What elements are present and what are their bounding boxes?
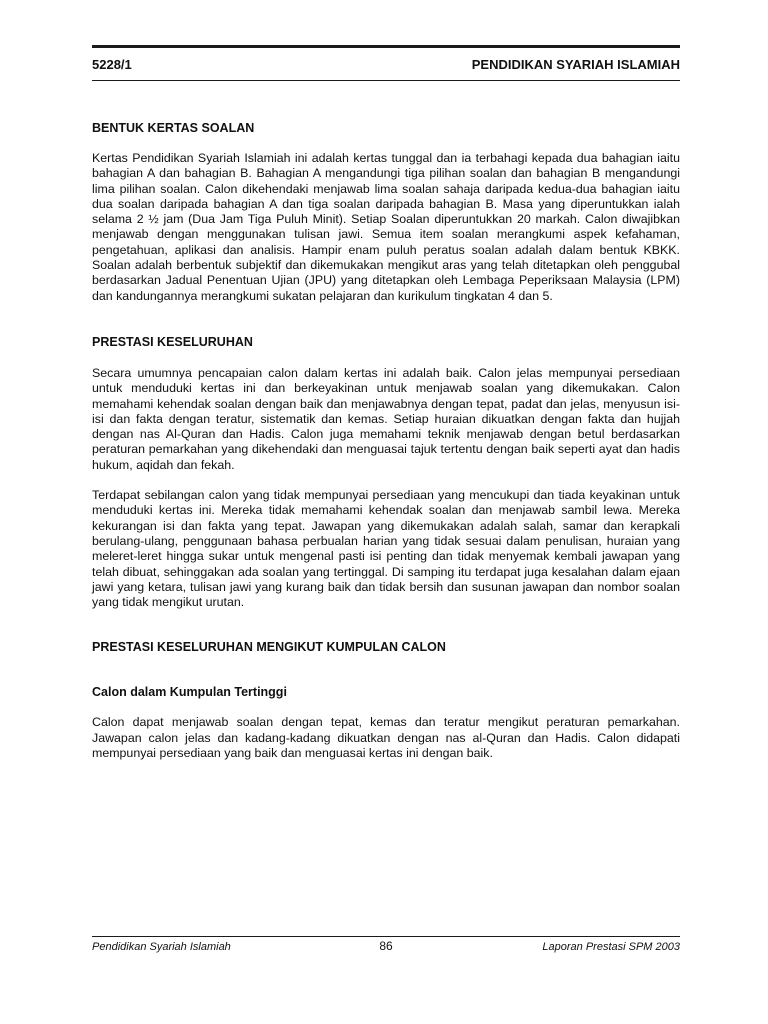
footer-report-title: Laporan Prestasi SPM 2003 <box>542 941 680 953</box>
paper-code: 5228/1 <box>92 57 132 72</box>
footer-rule <box>92 936 680 937</box>
paragraph-tertinggi: Calon dapat menjawab soalan dengan tepat, kemas dan teratur mengikut peraturan pemarkahan. Jawapan calon jelas dan kadang-kadang dikuatkan dengan nas al-Quran dan Hadis. Calon didapati mempunyai persediaan yang baik dan menguasai kertas ini dengan baik. <box>92 715 680 761</box>
paragraph-prestasi-2: Terdapat sebilangan calon yang tidak mempunyai persediaan yang mencukupi dan tiada keyakinan untuk menduduki kertas ini. Mereka tidak memahami kehendak soalan dan menjawab sambil lewa. Mereka kekurangan isi dan fakta yang tepat. Jawapan yang dikemukakan adalah salah, samar dan kerapkali berulang-ulang, penggunaan bahasa perbualan harian yang tidak sesuai dalam penulisan, huraian yang meleret-leret hingga sukar untuk mengenal pasti isi penting dan tidak menyemak kembali jawapan yang telah dibuat, sehinggakan ada soalan yang tertinggal. Di samping itu terdapat juga kesalahan dalam ejaan jawi yang ketara, tulisan jawi yang kurang baik dan tidak bersih dan susunan jawapan dan nombor soalan yang tidak mengikut urutan. <box>92 488 680 610</box>
header-bottom-rule <box>92 80 680 81</box>
page-content <box>92 121 680 761</box>
document-page <box>92 0 680 1024</box>
page-number: 86 <box>379 939 393 953</box>
paragraph-bentuk: Kertas Pendidikan Syariah Islamiah ini adalah kertas tunggal dan ia terbahagi kepada dua bahagian iaitu bahagian A dan bahagian B. Bahagian A mengandungi tiga pilihan soalan dan bahagian B mengandungi lima pilihan soalan. Calon dikehendaki menjawab lima soalan sahaja daripada kedua-dua bahagian iaitu dua soalan daripada bahagian A dan tiga soalan daripada bahagian B. Masa yang diperuntukkan ialah selama 2 ½ jam (Dua Jam Tiga Puluh Minit). Setiap Soalan diperuntukkan 20 markah. Calon diwajibkan menjawab dengan menggunakan tulisan jawi. Semua item soalan merangkumi aspek kefahaman, pengetahuan, aplikasi dan analisis. Hampir enam puluh peratus soalan adalah dalam bentuk KBKK. Soalan adalah berbentuk subjektif dan dikemukakan mengikut aras yang telah ditetapkan oleh penggubal berdasarkan Jadual Penentuan Ujian (JPU) yang ditetapkan oleh Lembaga Peperiksaan Malaysia (LPM) dan kandungannya merangkumi sukatan pelajaran dan kurikulum tingkatan 4 dan 5. <box>92 151 680 303</box>
paragraph-prestasi-1: Secara umumnya pencapaian calon dalam kertas ini adalah baik. Calon jelas mempunyai persediaan untuk menduduki kertas ini dan berkeyakinan untuk menjawab soalan yang dikemukakan. Calon memahami kehendak soalan dengan baik dan menjawabnya dengan tepat, padat dan jelas, menyusun isi-isi dan fakta dengan teratur, sistematik dan kemas. Setiap huraian dikuatkan dengan fakta dan hujjah dengan nas Al-Quran dan Hadis. Calon juga memahami teknik menjawab dengan betul berdasarkan peraturan pemarkahan yang dikehendaki dan menguasai tajuk tertentu dengan baik seperti ayat dan hadis hukum, aqidah dan fekah. <box>92 365 680 472</box>
page-header <box>92 57 680 73</box>
header-top-rule <box>92 45 680 48</box>
section-title-bentuk: BENTUK KERTAS SOALAN <box>92 121 255 135</box>
subsection-title-tertinggi: Calon dalam Kumpulan Tertinggi <box>92 685 287 700</box>
section-title-kumpulan: PRESTASI KESELURUHAN MENGIKUT KUMPULAN CALON <box>92 640 446 655</box>
subject-title: PENDIDIKAN SYARIAH ISLAMIAH <box>471 57 680 72</box>
footer-subject: Pendidikan Syariah Islamiah <box>92 941 231 953</box>
section-title-prestasi: PRESTASI KESELURUHAN <box>92 334 253 349</box>
